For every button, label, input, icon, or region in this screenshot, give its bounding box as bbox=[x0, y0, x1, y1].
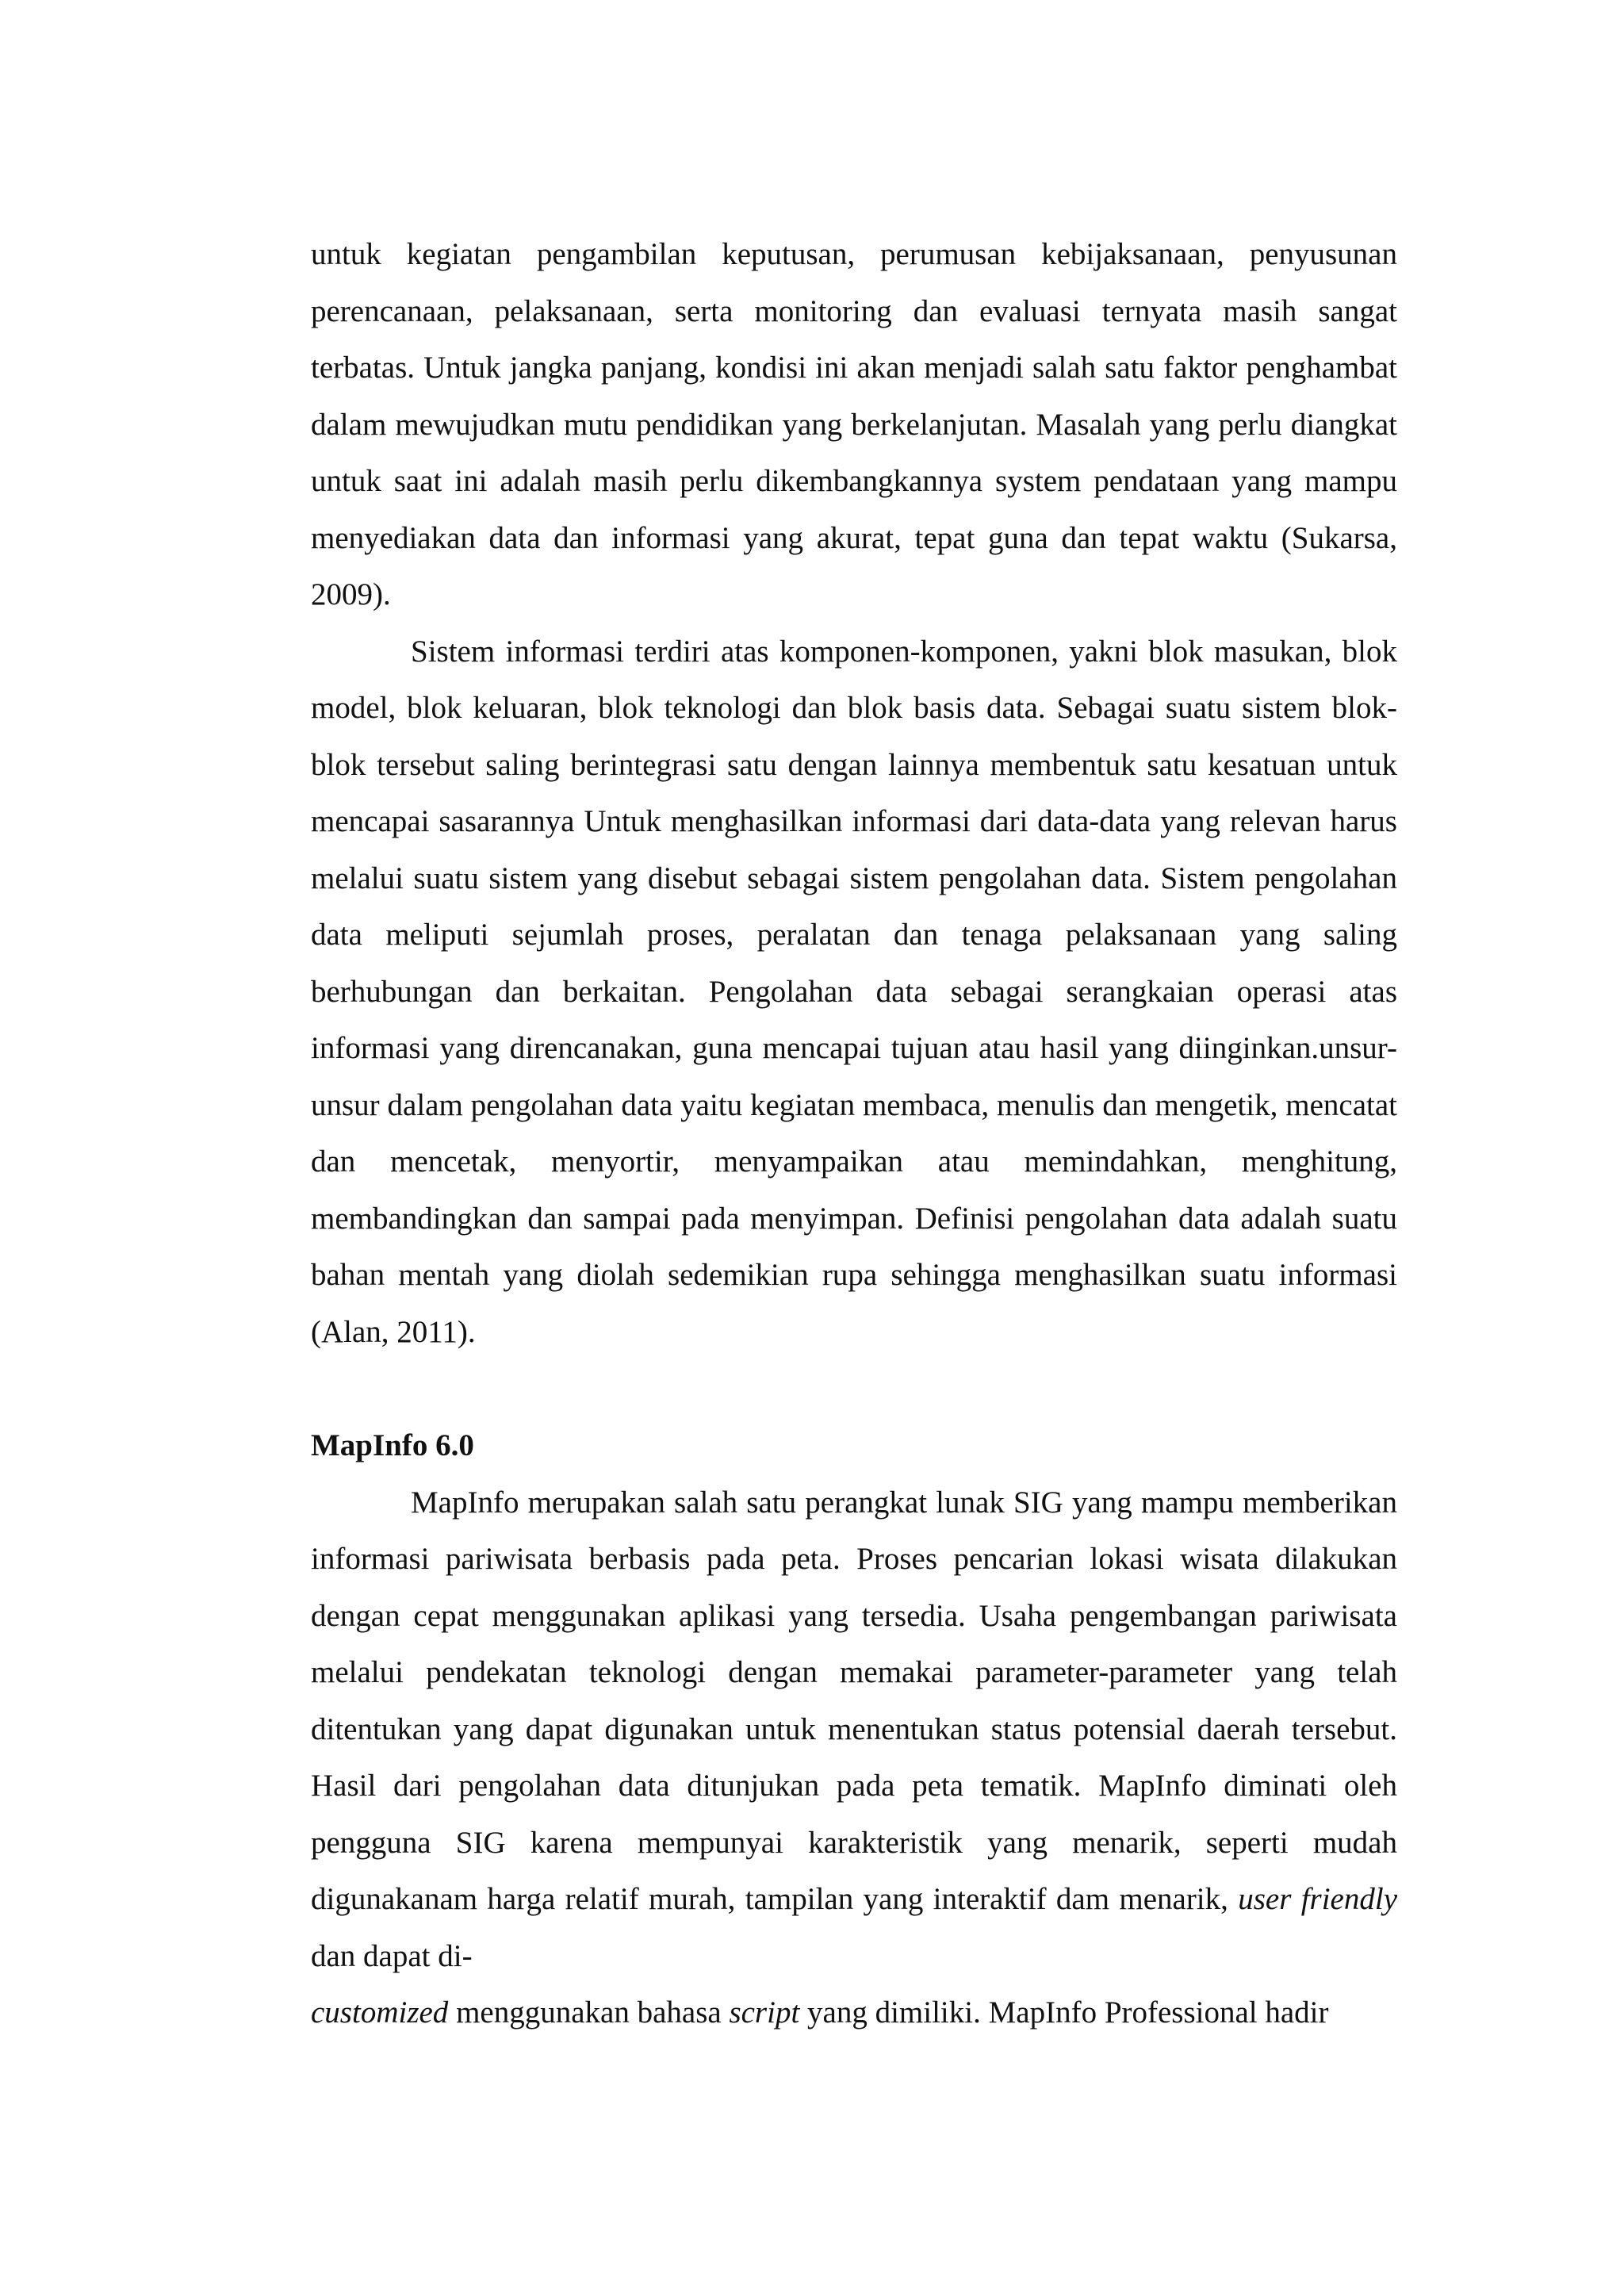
paragraph-3 bbox=[311, 1474, 1397, 2041]
italic-user-friendly: user friendly bbox=[1238, 1882, 1398, 1916]
paragraph-3-part-1: MapInfo merupakan salah satu perangkat lunak SIG yang mampu memberikan informasi pariwisata berbasis pada peta. Proses pencarian lokasi wisata dilakukan dengan cepat menggunakan aplikasi yang tersedia. Usaha pengembangan pariwisata melalui pendekatan teknologi dengan memakai parameter-parameter yang telah ditentukan yang dapat digunakan untuk menentukan status potensial daerah tersebut. Hasil dari pengolahan data ditunjukan pada peta tematik. MapInfo diminati oleh pengguna SIG karena mempunyai karakteristik yang menarik, seperti mudah digunakanam harga relatif murah, tampilan yang interaktif dam menarik, bbox=[311, 1485, 1397, 1916]
italic-script: script bbox=[729, 1995, 800, 2030]
paragraph-1: untuk kegiatan pengambilan keputusan, perumusan kebijaksanaan, penyusunan perencanaan, pelaksanaan, serta monitoring dan evaluasi ternyata masih sangat terbatas. Untuk jangka panjang, kondisi ini akan menjadi salah satu faktor penghambat dalam mewujudkan mutu pendidikan yang berkelanjutan. Masalah yang perlu diangkat untuk saat ini adalah masih perlu dikembangkannya system pendataan yang mampu menyediakan data dan informasi yang akurat, tepat guna dan tepat waktu (Sukarsa, 2009). bbox=[311, 237, 1397, 611]
paragraph-3-part-3: menggunakan bahasa bbox=[448, 1995, 730, 2030]
document-page bbox=[311, 226, 1397, 2041]
section-heading: MapInfo 6.0 bbox=[311, 1428, 474, 1462]
paragraph-2: Sistem informasi terdiri atas komponen-komponen, yakni blok masukan, blok model, blok keluaran, blok teknologi dan blok basis data. Sebagai suatu sistem blok-blok tersebut saling berintegrasi satu dengan lainnya membentuk satu kesatuan untuk mencapai sasarannya Untuk menghasilkan informasi dari data-data yang relevan harus melalui suatu sistem yang disebut sebagai sistem pengolahan data. Sistem pengolahan data meliputi sejumlah proses, peralatan dan tenaga pelaksanaan yang saling berhubungan dan berkaitan. Pengolahan data sebagai serangkaian operasi atas informasi yang direncanakan, guna mencapai tujuan atau hasil yang diinginkan.unsur-unsur dalam pengolahan data yaitu kegiatan membaca, menulis dan mengetik, mencatat dan mencetak, menyortir, menyampaikan atau memindahkan, menghitung, membandingkan dan sampai pada menyimpan. Definisi pengolahan data adalah suatu bahan mentah yang diolah sedemikian rupa sehingga menghasilkan suatu informasi (Alan, 2011). bbox=[311, 634, 1397, 1349]
italic-customized: customized bbox=[311, 1995, 449, 2030]
paragraph-3-part-4: yang dimiliki. MapInfo Professional hadir bbox=[799, 1995, 1329, 2030]
paragraph-3-part-2: dan dapat di- bbox=[311, 1938, 473, 1973]
